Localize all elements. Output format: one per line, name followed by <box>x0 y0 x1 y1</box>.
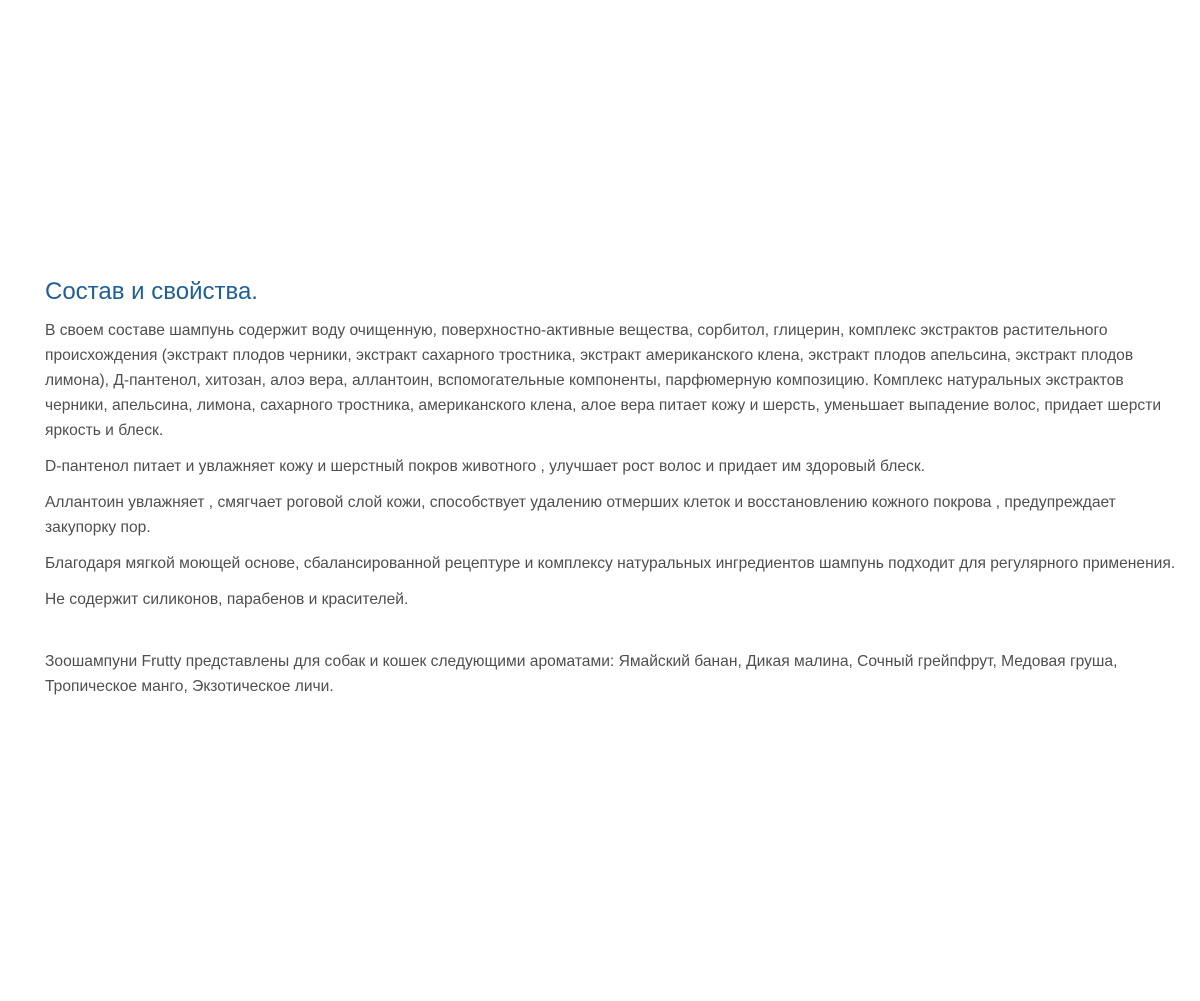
panthenol-paragraph: D-пантенол питает и увлажняет кожу и шерстный покров животного , улучшает рост волос и придает им здоровый блеск. <box>45 458 925 475</box>
free-from-paragraph: Не содержит силиконов, парабенов и красителей. <box>45 591 409 608</box>
paragraph-spacer <box>45 623 1185 649</box>
aromas-paragraph: Зоошампуни Frutty представлены для собак и кошек следующими ароматами: Ямайский банан, Дикая малина, Сочный грейпфрут, Медовая груша, Тропическое манго, Экзотическое личи. <box>45 653 1118 695</box>
regular-use-paragraph: Благодаря мягкой моющей основе, сбалансированной рецептуре и комплексу натуральных ингредиентов шампунь подходит для регулярного применения. <box>45 555 1176 572</box>
section-title: Состав и свойства. <box>45 278 258 305</box>
composition-paragraph: В своем составе шампунь содержит воду очищенную, поверхностно-активные вещества, сорбитол, глицерин, комплекс экстрактов растительного происхождения (экстракт плодов черники, экстракт сахарного тростника, экстракт американского клена, экстракт плодов апельсина, экстракт плодов лимона), Д-пантенол, хитозан, алоэ вера, аллантоин, вспомогательные компоненты, парфюмерную композицию. Комплекс натуральных экстрактов черники, апельсина, лимона, сахарного тростника, американского клена, алое вера питает кожу и шерсть, уменьшает выпадение волос, придает шерсти яркость и блеск. <box>45 322 1162 439</box>
allantoin-paragraph: Аллантоин увлажняет , смягчает роговой слой кожи, способствует удалению отмерших клеток и восстановлению кожного покрова , предупреждает закупорку пор. <box>45 494 1116 536</box>
product-description <box>45 278 1185 710</box>
